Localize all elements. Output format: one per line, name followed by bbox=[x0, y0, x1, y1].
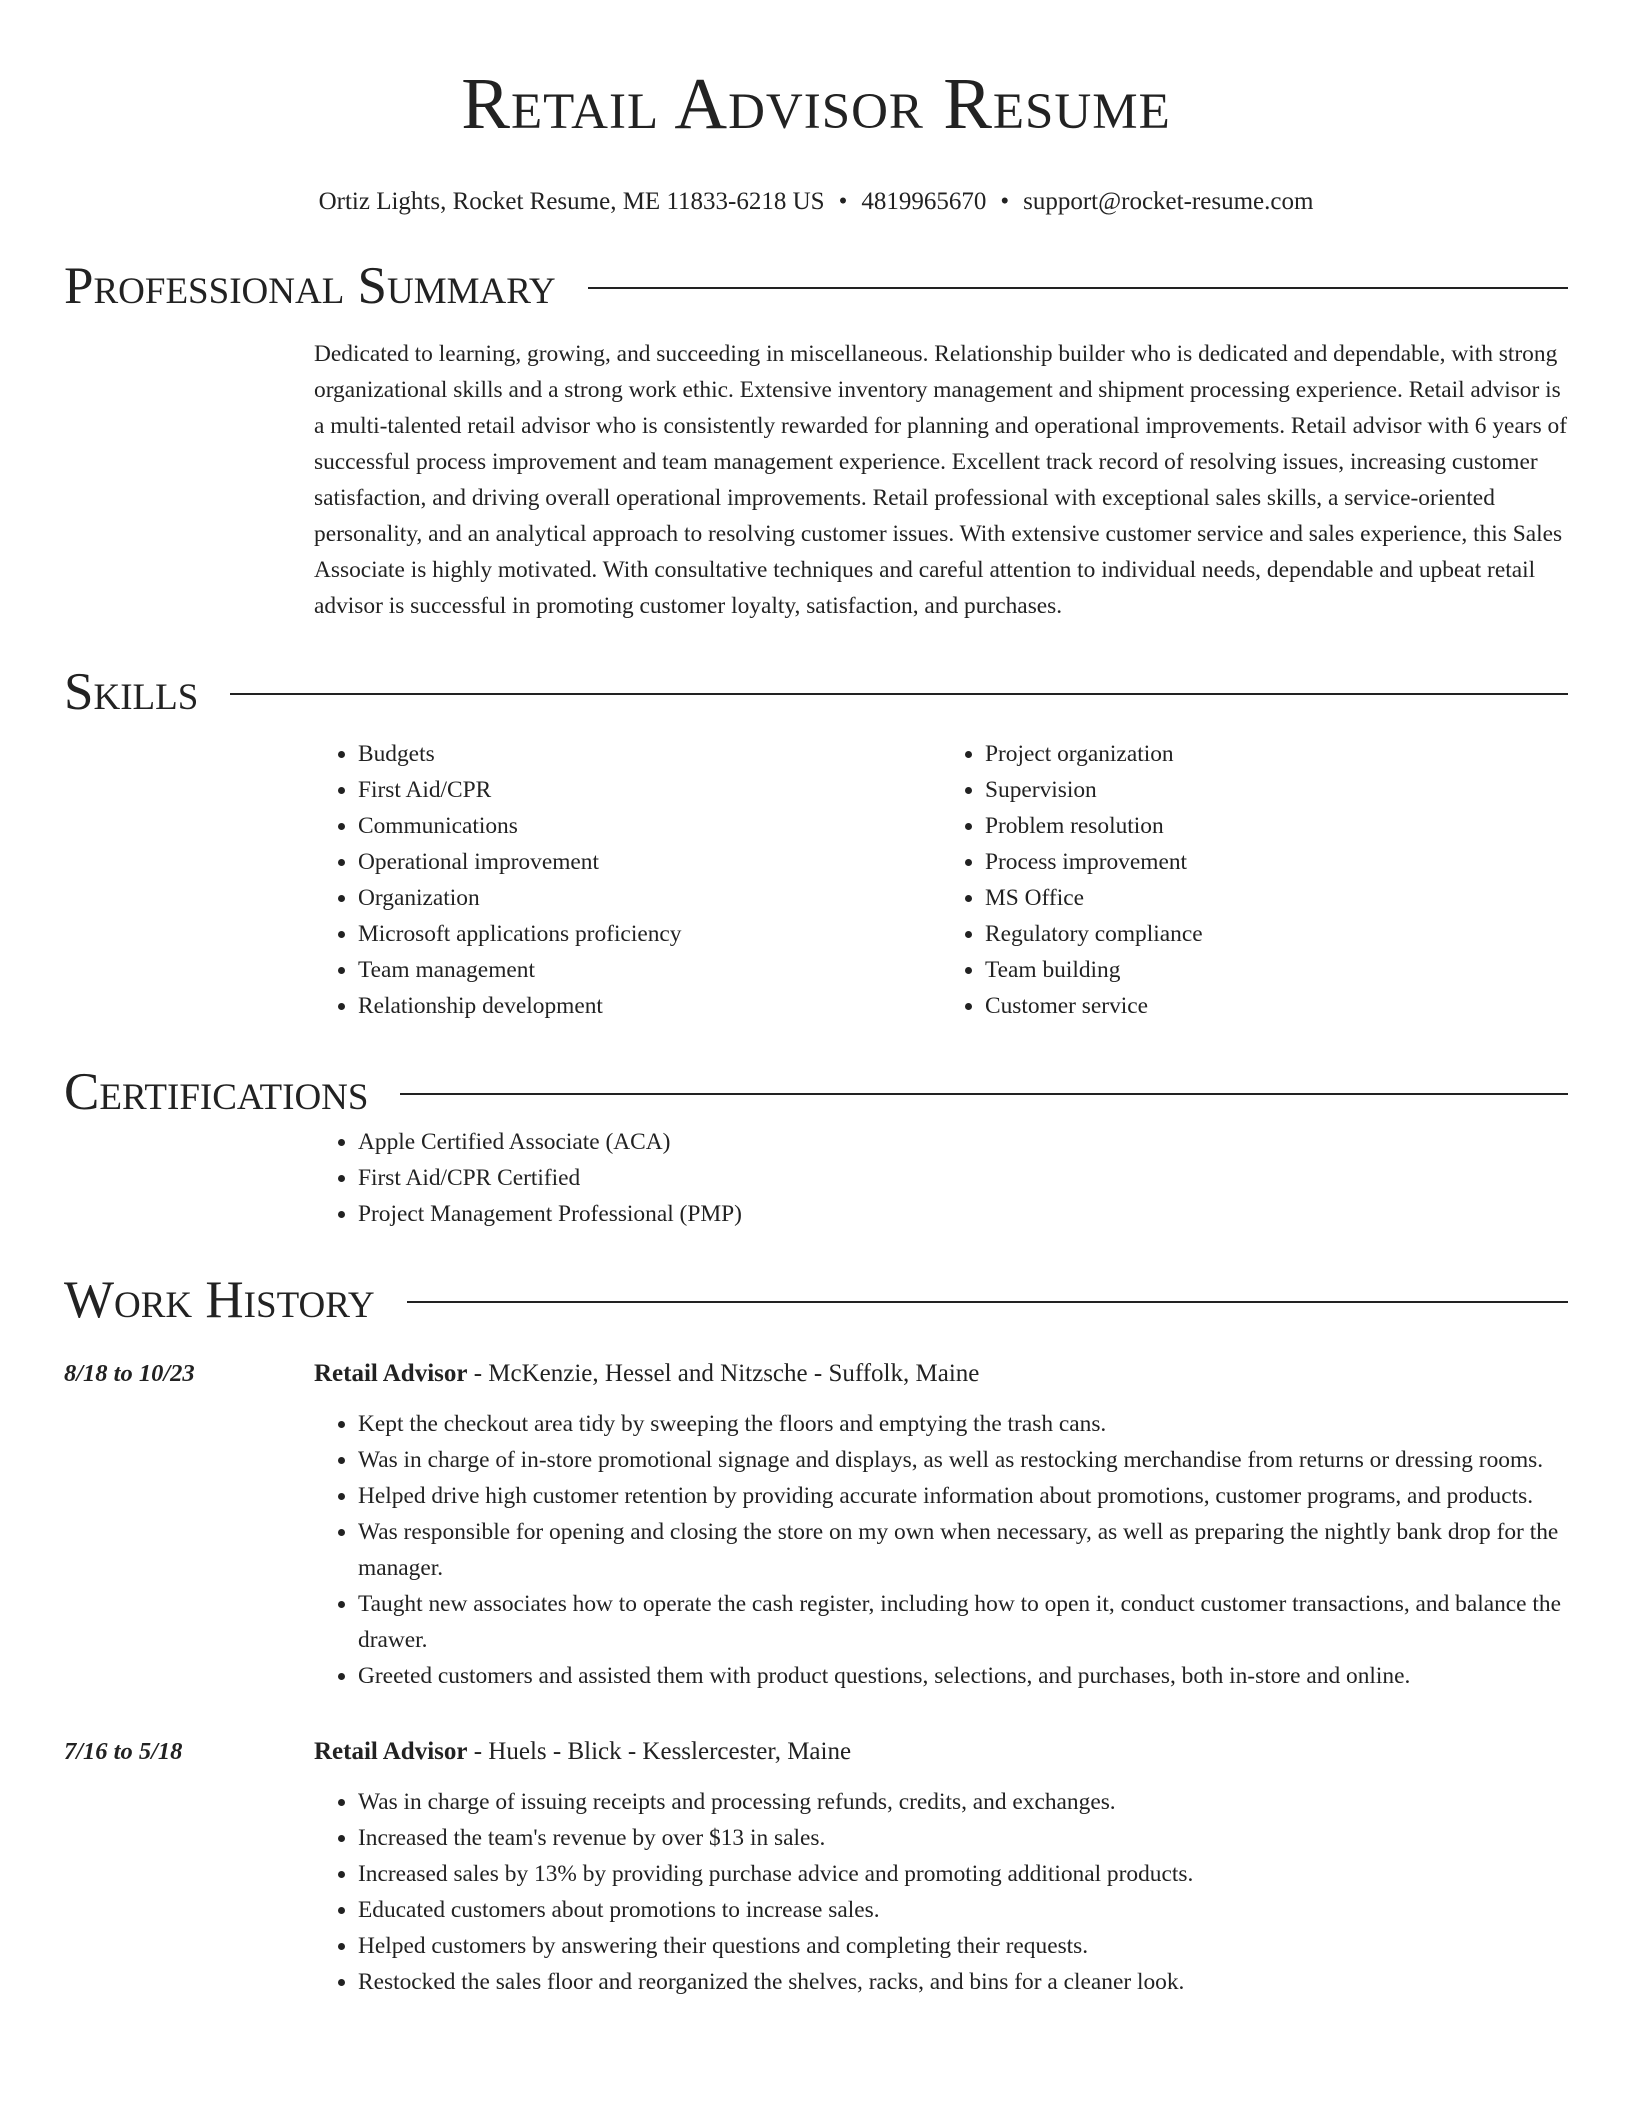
skill-item: • Communications bbox=[358, 808, 941, 844]
section-divider bbox=[407, 1301, 1568, 1303]
skill-item: • Project organization bbox=[985, 736, 1568, 772]
skills-section-body bbox=[314, 736, 1568, 1024]
certification-item: • First Aid/CPR Certified bbox=[358, 1160, 1568, 1196]
job-heading bbox=[314, 1734, 1568, 1770]
work-section-header bbox=[64, 1268, 1568, 1332]
job-role: Retail Advisor bbox=[314, 1738, 468, 1765]
skill-item: • Organization bbox=[358, 880, 941, 916]
certifications-section-body bbox=[314, 1124, 1568, 1232]
job-entry bbox=[64, 1356, 1568, 1694]
job-duty: • Was in charge of in-store promotional signage and displays, as well as restocking merchandise from returns or dressing rooms. bbox=[358, 1442, 1568, 1478]
summary-section-body bbox=[314, 336, 1568, 624]
certification-item: • Apple Certified Associate (ACA) bbox=[358, 1124, 1568, 1160]
job-duties-list bbox=[314, 1784, 1568, 2000]
job-duty: • Greeted customers and assisted them with product questions, selections, and purchases, both in-store and online. bbox=[358, 1658, 1568, 1694]
contact-phone: 4819965670 bbox=[861, 188, 987, 215]
job-duty: • Increased sales by 13% by providing purchase advice and promoting additional products. bbox=[358, 1856, 1568, 1892]
job-duty: • Was in charge of issuing receipts and processing refunds, credits, and exchanges. bbox=[358, 1784, 1568, 1820]
job-duty: • Taught new associates how to operate the cash register, including how to open it, conduct customer transactions, and balance the drawer. bbox=[358, 1586, 1568, 1658]
job-duty: • Helped drive high customer retention by providing accurate information about promotions, customer programs, and products. bbox=[358, 1478, 1568, 1514]
skills-grid bbox=[314, 736, 1568, 1024]
job-duty: • Kept the checkout area tidy by sweeping the floors and emptying the trash cans. bbox=[358, 1406, 1568, 1442]
job-main bbox=[314, 1356, 1568, 1694]
skills-left-column bbox=[314, 736, 941, 1024]
contact-email: support@rocket-resume.com bbox=[1023, 188, 1314, 215]
skill-item: • Operational improvement bbox=[358, 844, 941, 880]
resume-title: Retail Advisor Resume bbox=[461, 63, 1171, 144]
skill-item: • Budgets bbox=[358, 736, 941, 772]
contact-address: Ortiz Lights, Rocket Resume, ME 11833-6218 US bbox=[318, 188, 825, 215]
certifications-section-header bbox=[64, 1060, 1568, 1124]
skill-item: • First Aid/CPR bbox=[358, 772, 941, 808]
skill-item: • Problem resolution bbox=[985, 808, 1568, 844]
job-main bbox=[314, 1734, 1568, 2000]
contact-separator: • bbox=[1000, 188, 1010, 215]
skill-item: • Team management bbox=[358, 952, 941, 988]
summary-text: Dedicated to learning, growing, and succeeding in miscellaneous. Relationship builder who is dedicated and dependable, with strong organizational skills and a strong work ethic. Extensive inventory management and shipment processing experience. Retail advisor is a multi-talented retail advisor who is consistently rewarded for planning and operational improvements. Retail advisor with 6 years of successful process improvement and team management experience. Excellent track record of resolving issues, increasing customer satisfaction, and driving overall operational improvements. Retail professional with exceptional sales skills, a service-oriented personality, and an analytical approach to resolving customer issues. With extensive customer service and sales experience, this Sales Associate is highly motivated. With consultative techniques and careful attention to individual needs, dependable and upbeat retail advisor is successful in promoting customer loyalty, satisfaction, and purchases. bbox=[314, 341, 1568, 619]
skill-item: • Team building bbox=[985, 952, 1568, 988]
job-dates: 7/16 to 5/18 bbox=[64, 1738, 183, 1765]
job-dates: 8/18 to 10/23 bbox=[64, 1360, 195, 1387]
job-role: Retail Advisor bbox=[314, 1360, 468, 1387]
certifications-heading: Certifications bbox=[64, 1063, 369, 1121]
skills-heading: Skills bbox=[64, 663, 199, 721]
skill-item: • MS Office bbox=[985, 880, 1568, 916]
job-employer: - McKenzie, Hessel and Nitzsche - Suffolk, Maine bbox=[467, 1360, 980, 1387]
skills-section-header bbox=[64, 660, 1568, 724]
certification-item: • Project Management Professional (PMP) bbox=[358, 1196, 1568, 1232]
job-duty: • Was responsible for opening and closing the store on my own when necessary, as well as preparing the nightly bank drop for the manager. bbox=[358, 1514, 1568, 1586]
section-divider bbox=[400, 1093, 1568, 1095]
job-duties-list bbox=[314, 1406, 1568, 1694]
contact-separator: • bbox=[838, 188, 848, 215]
job-entry bbox=[64, 1734, 1568, 2000]
skill-item: • Supervision bbox=[985, 772, 1568, 808]
summary-heading: Professional Summary bbox=[64, 257, 556, 315]
skill-item: • Customer service bbox=[985, 988, 1568, 1024]
skill-item: • Microsoft applications proficiency bbox=[358, 916, 941, 952]
work-heading: Work History bbox=[64, 1271, 375, 1329]
section-divider bbox=[230, 693, 1568, 695]
job-duty: • Educated customers about promotions to increase sales. bbox=[358, 1892, 1568, 1928]
contact-line bbox=[64, 186, 1568, 218]
job-duty: • Restocked the sales floor and reorganized the shelves, racks, and bins for a cleaner look. bbox=[358, 1964, 1568, 2000]
job-duty: • Increased the team's revenue by over $13 in sales. bbox=[358, 1820, 1568, 1856]
skill-item: • Regulatory compliance bbox=[985, 916, 1568, 952]
skill-item: • Relationship development bbox=[358, 988, 941, 1024]
certifications-list bbox=[314, 1124, 1568, 1232]
skill-item: • Process improvement bbox=[985, 844, 1568, 880]
job-heading bbox=[314, 1356, 1568, 1392]
skills-right-column bbox=[941, 736, 1568, 1024]
job-duty: • Helped customers by answering their questions and completing their requests. bbox=[358, 1928, 1568, 1964]
summary-section-header bbox=[64, 254, 1568, 318]
job-employer: - Huels - Blick - Kesslercester, Maine bbox=[467, 1738, 852, 1765]
section-divider bbox=[588, 287, 1568, 289]
